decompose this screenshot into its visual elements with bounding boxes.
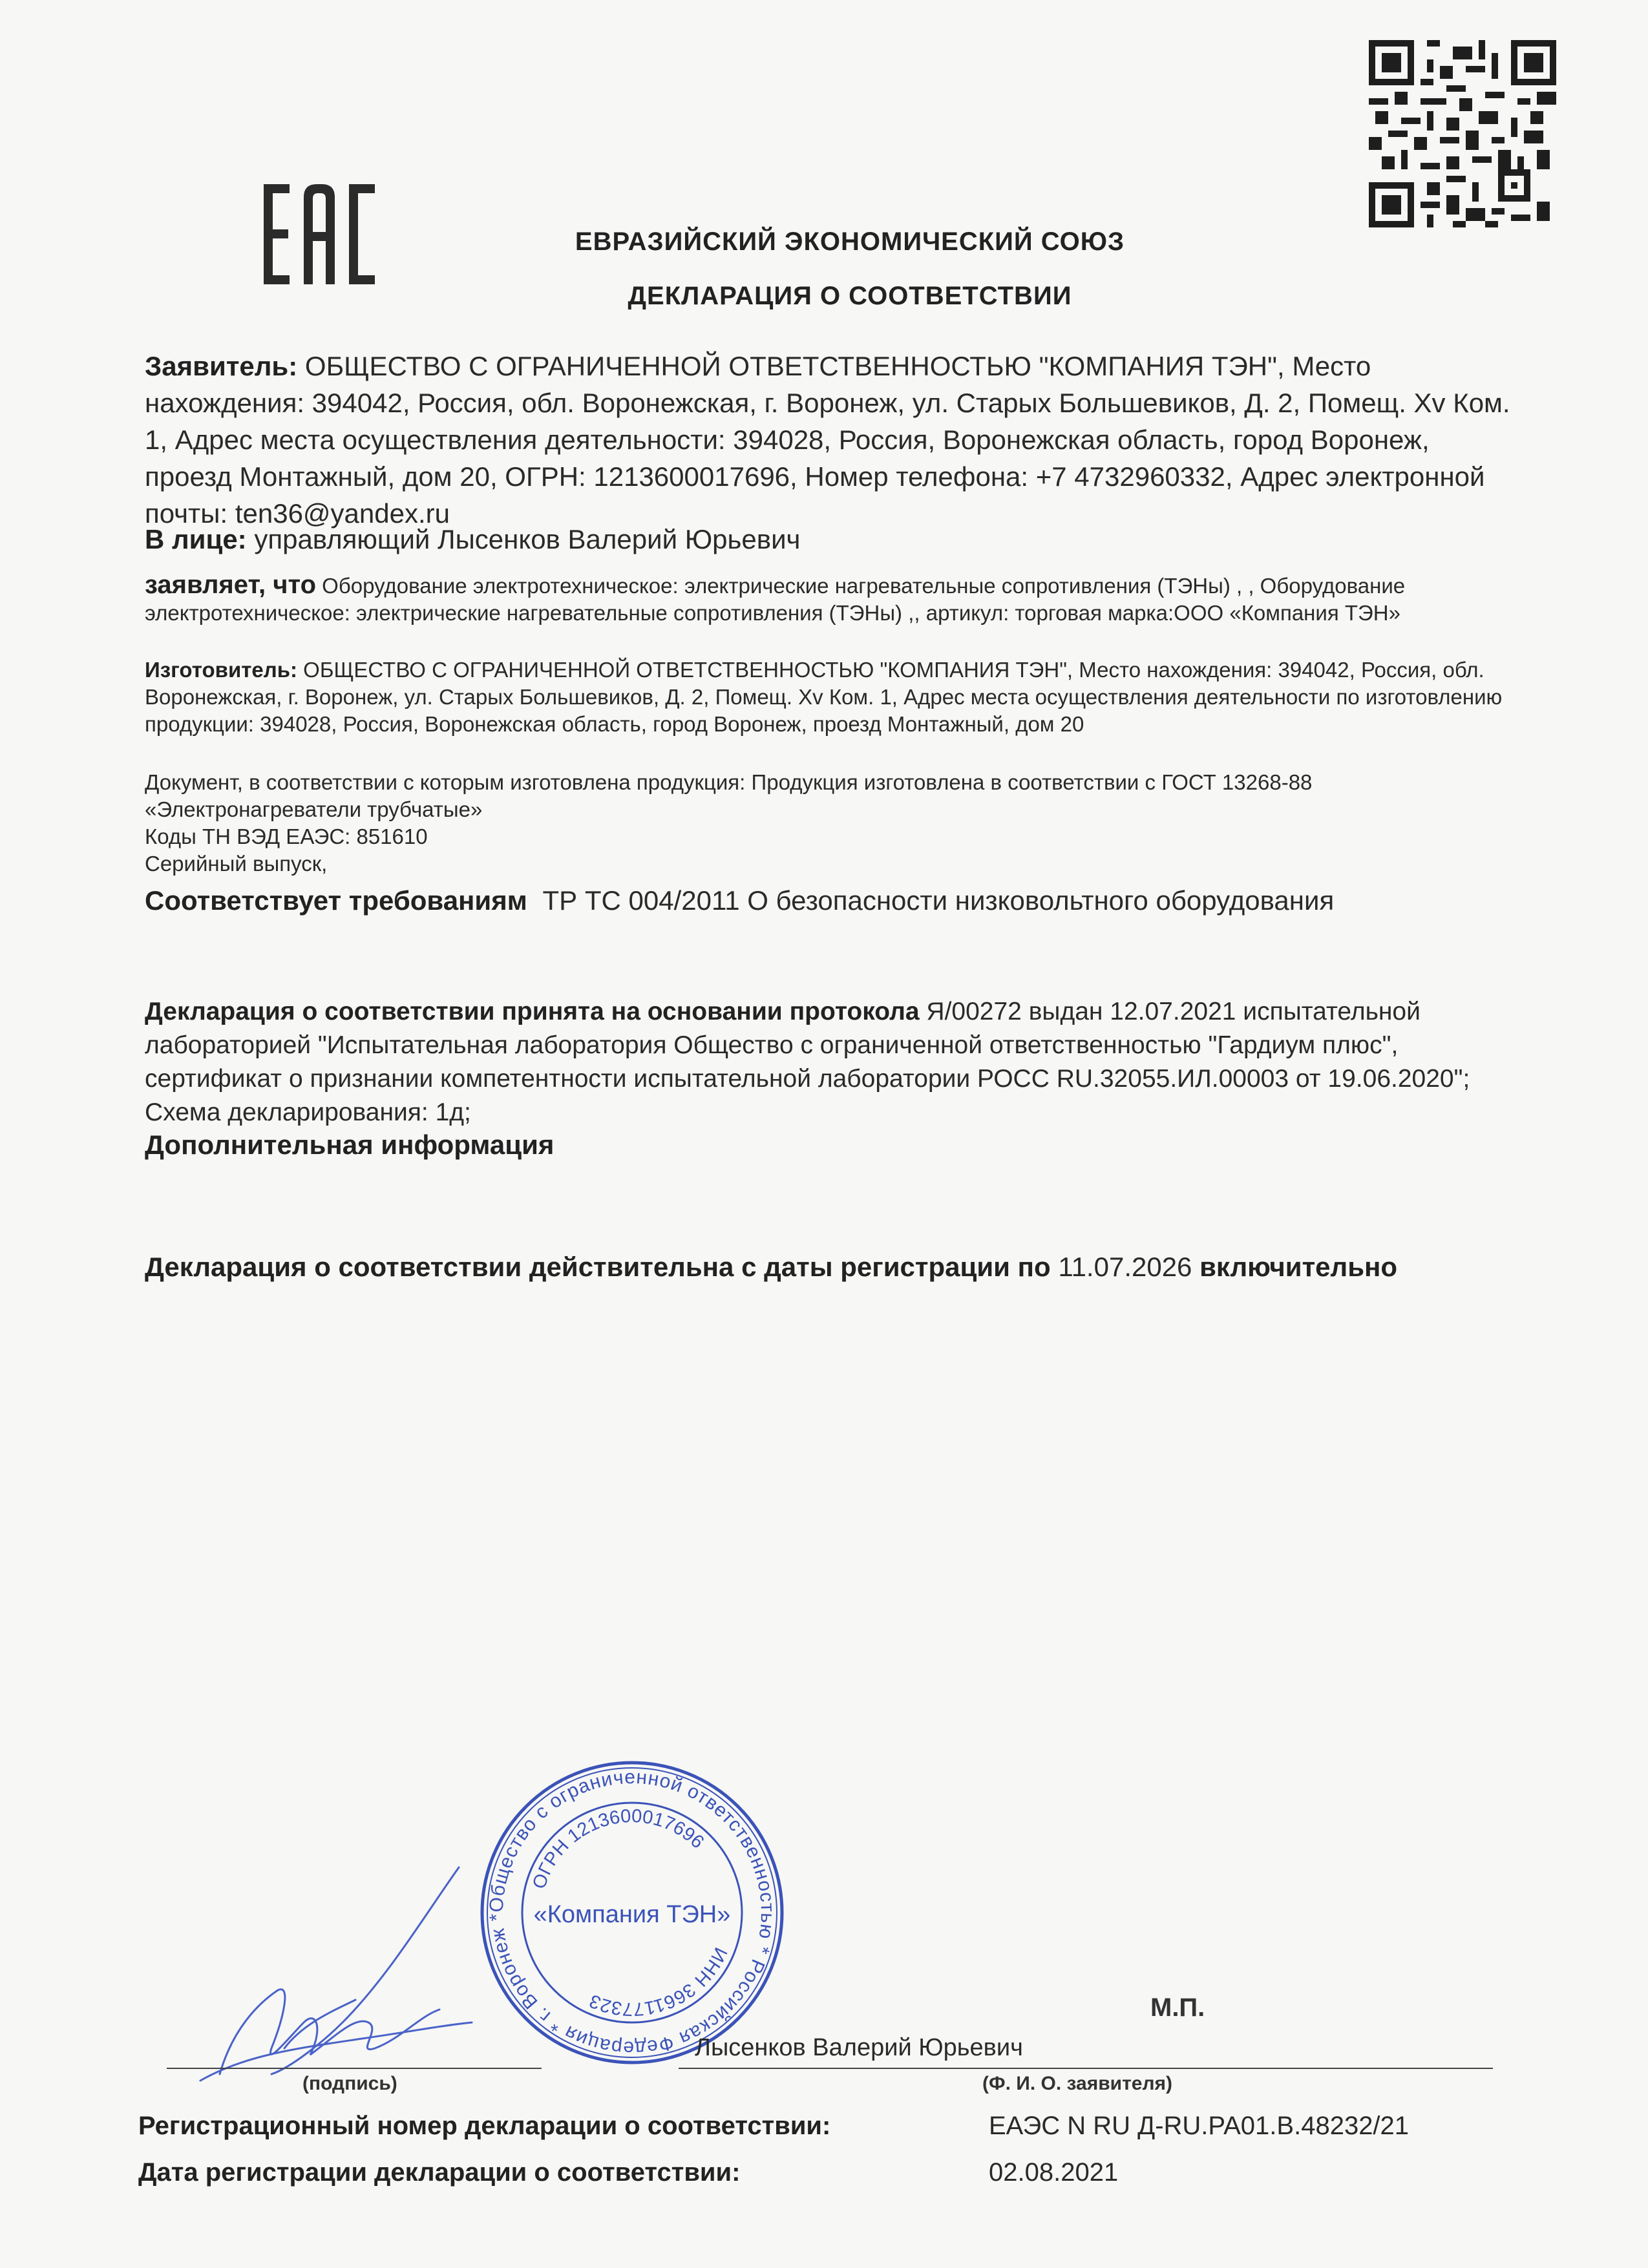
basis-text: Я/00272 выдан 12.07.2021 испытательной лабораторией "Испытательная лаборатория Общество с ограниченной ответственностью "Гардиум плюс", сертификат о признании компетентности испытательной лаборатории РОСС RU.32055.ИЛ.00003 от 19.06.2020"; Схема декларирования: 1д; — [145, 998, 1470, 1126]
page-title: ДЕКЛАРАЦИЯ О СООТВЕТСТВИИ — [628, 282, 1072, 310]
validity-suffix: включительно — [1199, 1252, 1398, 1282]
complies-section — [145, 882, 1515, 919]
signature-caption: (подпись) — [302, 2073, 397, 2094]
signature-line — [167, 2068, 542, 2069]
mp-label: М.П. — [1150, 1993, 1205, 2022]
person-section — [145, 521, 1515, 558]
additional-info-label: Дополнительная информация — [145, 1129, 555, 1160]
company-stamp — [477, 1758, 787, 2068]
registration-number-label: Регистрационный номер декларации о соответствии: — [138, 2112, 831, 2140]
stamp-inn: ИНН 3661177323 — [586, 1944, 732, 2020]
name-line — [679, 2068, 1493, 2069]
stamp-outer-text: Общество с ограниченной ответственностью * Российская Федерация * г. Воронеж * — [485, 1766, 779, 2059]
validity-date: 11.07.2026 — [1058, 1252, 1192, 1282]
applicant-label: Заявитель: — [145, 351, 298, 381]
document-section: Документ, в соответствии с которым изготовлена продукция: Продукция изготовлена в соответствии с ГОСТ 13268-88 «Электронагреватели трубчатые» — [145, 770, 1313, 821]
applicant-text: ОБЩЕСТВО С ОГРАНИЧЕННОЙ ОТВЕТСТВЕННОСТЬЮ "КОМПАНИЯ ТЭН", Место нахождения: 394042, Россия, обл. Воронежская, г. Воронеж, ул. Старых Большевиков, Д. 2, Помещ. Xv Ком. 1, Адрес места осуществления деятельности: 394028, Россия, Воронежская область, город Воронеж, проезд Монтажный, дом 20, ОГРН: 1213600017696, Номер телефона: +7 4732960332, Адрес электронной почты: ten36@yandex.ru — [145, 351, 1510, 529]
svg-text:ОГРН 1213600017696 — [529, 1806, 708, 1892]
person-label: В лице: — [145, 524, 247, 554]
stamp-company-name: «Компания ТЭН» — [533, 1901, 731, 1928]
validity-label: Декларация о соответствии действительна с даты регистрации по — [145, 1252, 1051, 1282]
declares-text: Оборудование электротехническое: электрические нагревательные сопротивления (ТЭНы) , , Оборудование электротехническое: электрические нагревательные сопротивления (ТЭНы) ,, артикул: торговая марка:ООО «Компания ТЭН» — [145, 574, 1406, 625]
svg-text:ИНН 3661177323 — [586, 1944, 731, 2020]
basis-section — [145, 995, 1515, 1129]
declares-section — [145, 571, 1515, 627]
basis-label: Декларация о соответствии принята на основании протокола — [145, 998, 920, 1025]
registration-date: 02.08.2021 — [989, 2158, 1119, 2187]
registration-date-label: Дата регистрации декларации о соответствии: — [138, 2158, 741, 2187]
fio-caption: (Ф. И. О. заявителя) — [982, 2073, 1173, 2094]
validity-section — [145, 1248, 1437, 1285]
applicant-section — [145, 348, 1515, 532]
registration-number: ЕАЭС N RU Д-RU.PA01.B.48232/21 — [989, 2112, 1410, 2140]
declares-label: заявляет, что — [145, 571, 316, 599]
complies-text: ТР ТС 004/2011 О безопасности низковольтного оборудования — [542, 885, 1335, 916]
person-text: управляющий Лысенков Валерий Юрьевич — [254, 524, 801, 554]
handwritten-signature — [194, 1861, 504, 2094]
manufacturer-label: Изготовитель: — [145, 658, 297, 682]
serial-line: Серийный выпуск, — [145, 852, 328, 876]
qr-code-icon — [1369, 40, 1556, 227]
complies-label: Соответствует требованиям — [145, 885, 527, 916]
union-title: ЕВРАЗИЙСКИЙ ЭКОНОМИЧЕСКИЙ СОЮЗ — [575, 227, 1125, 256]
stamp-ogrn: ОГРН 1213600017696 — [529, 1805, 708, 1892]
signer-name: Лысенков Валерий Юрьевич — [695, 2034, 1023, 2061]
codes-line: Коды ТН ВЭД ЕАЭС: 851610 — [145, 824, 428, 848]
manufacturer-section — [145, 656, 1515, 738]
manufacturer-text: ОБЩЕСТВО С ОГРАНИЧЕННОЙ ОТВЕТСТВЕННОСТЬЮ "КОМПАНИЯ ТЭН", Место нахождения: 394042, Россия, обл. Воронежская, г. Воронеж, ул. Старых Большевиков, Д. 2, Помещ. Xv Ком. 1, Адрес места осуществления деятельности по изготовлению продукции: 394028, Россия, Воронежская область, город Воронеж, проезд Монтажный, дом 20 — [145, 658, 1503, 736]
